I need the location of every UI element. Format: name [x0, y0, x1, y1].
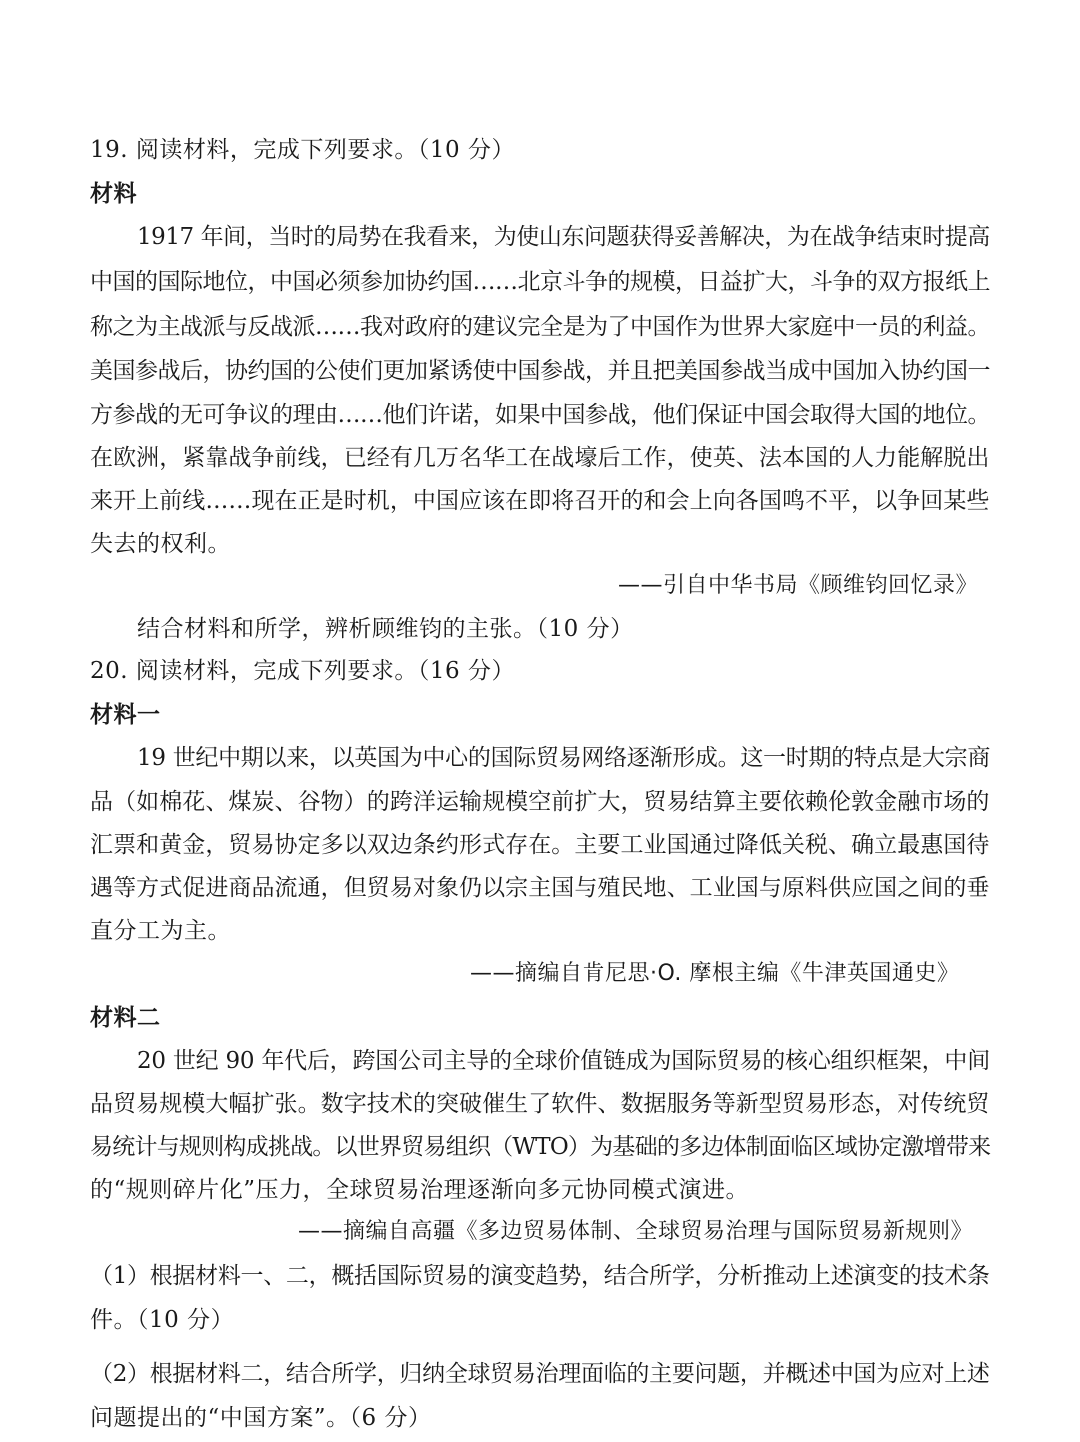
q20-m2-line-2: 品贸易规模大幅扩张。数字技术的突破催生了软件、数据服务等新型贸易形态，对传统贸	[90, 1091, 990, 1117]
q19-line-4: 美国参战后，协约国的公使们更加紧诱使中国参战，并且把美国参战当成中国加入协约国一	[90, 358, 990, 384]
q19-material-label: 材料	[90, 180, 137, 207]
q20-sub2-line-1: （2）根据材料二，结合所学，归纳全球贸易治理面临的主要问题，并概述中国为应对上述	[90, 1361, 990, 1387]
q20-m2-line-3: 易统计与规则构成挑战。以世界贸易组织（WTO）为基础的多边体制面临区域协定激增带来	[90, 1134, 991, 1160]
q20-m2-line-1: 20 世纪 90 年代后，跨国公司主导的全球价值链成为国际贸易的核心组织框架，中间	[137, 1048, 990, 1074]
q20-m1-line-3: 汇票和黄金，贸易协定多以双边条约形式存在。主要工业国通过降低关税、确立最惠国待	[90, 832, 990, 858]
q19-line-5: 方参战的无可争议的理由……他们许诺，如果中国参战，他们保证中国会取得大国的地位。	[90, 402, 990, 428]
q19-line-7: 来开上前线……现在正是时机，中国应该在即将召开的和会上向各国鸣不平，以争回某些	[90, 488, 990, 514]
q20-material1-source: ——摘编自肯尼思·O. 摩根主编《牛津英国通史》	[470, 961, 960, 986]
q20-m2-line-4: 的“规则碎片化”压力，全球贸易治理逐渐向多元协同模式演进。	[90, 1177, 750, 1203]
q19-line-3: 称之为主战派与反战派……我对政府的建议完全是为了中国作为世界大家庭中一员的利益。	[90, 314, 990, 340]
q19-line-2: 中国的国际地位，中国必须参加协约国……北京斗争的规模，日益扩大，斗争的双方报纸上	[90, 269, 990, 295]
q20-sub1-line-1: （1）根据材料一、二，概括国际贸易的演变趋势，结合所学，分析推动上述演变的技术条	[90, 1263, 990, 1289]
q20-material2-label: 材料二	[90, 1004, 161, 1031]
q19-line-6: 在欧洲，紧靠战争前线，已经有几万名华工在战壕后工作，使英、法本国的人力能解脱出	[90, 445, 990, 471]
q20-m1-line-4: 遇等方式促进商品流通，但贸易对象仍以宗主国与殖民地、工业国与原料供应国之间的垂	[90, 875, 990, 901]
q19-title: 19. 阅读材料，完成下列要求。（10 分）	[90, 137, 515, 163]
q20-title: 20. 阅读材料，完成下列要求。（16 分）	[90, 658, 515, 684]
q20-material1-label: 材料一	[90, 701, 161, 728]
q19-question: 结合材料和所学，辨析顾维钧的主张。（10 分）	[137, 616, 634, 642]
q19-line-1: 1917 年间，当时的局势在我看来，为使山东问题获得妥善解决，为在战争结束时提高	[137, 224, 990, 250]
q19-line-8: 失去的权利。	[90, 531, 231, 557]
q20-m1-line-1: 19 世纪中期以来，以英国为中心的国际贸易网络逐渐形成。这一时期的特点是大宗商	[137, 745, 991, 771]
q20-material2-source: ——摘编自高疆《多边贸易体制、全球贸易治理与国际贸易新规则》	[298, 1219, 974, 1244]
q20-sub1-line-2: 件。（10 分）	[90, 1307, 235, 1333]
q20-sub2-line-2: 问题提出的“中国方案”。（6 分）	[90, 1405, 432, 1431]
q20-m1-line-2: 品（如棉花、煤炭、谷物）的跨洋运输规模空前扩大，贸易结算主要依赖伦敦金融市场的	[90, 789, 990, 815]
q19-source: ——引自中华书局《顾维钧回忆录》	[618, 573, 979, 598]
q20-m1-line-5: 直分工为主。	[90, 918, 231, 944]
